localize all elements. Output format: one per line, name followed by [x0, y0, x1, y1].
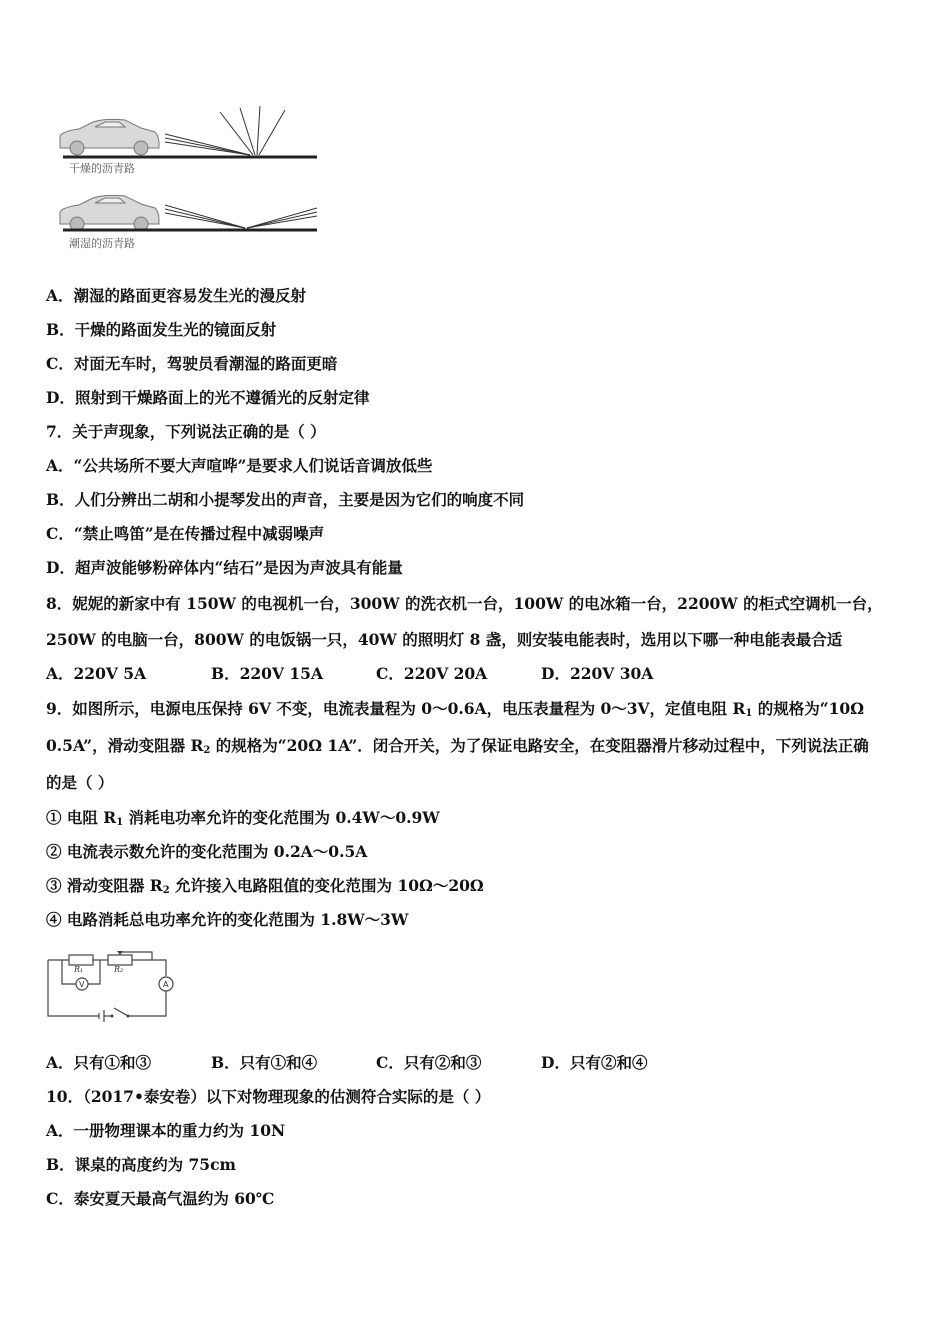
q9-option-b: B．只有①和④	[211, 1053, 318, 1072]
q10-option-a: A．一册物理课本的重力约为 10N	[46, 1121, 286, 1140]
q8-stem-line1: 8．妮妮的新家中有 150W 的电视机一台，300W 的洗衣机一台，100W 的电冰箱一台，2200W 的柜式空调机一台，	[46, 594, 883, 613]
diffuse-rays	[220, 106, 285, 155]
car-icon	[60, 119, 159, 155]
q9-statement-2: ② 电流表示数允许的变化范围为 0.2A～0.5A	[46, 842, 368, 861]
wet-road-label: 潮湿的沥青路	[69, 237, 135, 250]
q7-option-b: B．人们分辨出二胡和小提琴发出的声音，主要是因为它们的响度不同	[46, 490, 525, 509]
incident-rays	[165, 205, 245, 228]
q7-option-c: C．“禁止鸣笛”是在传播过程中减弱噪声	[46, 524, 325, 543]
svg-text:V: V	[79, 980, 85, 989]
q7-option-d: D．超声波能够粉碎体内“结石”是因为声波具有能量	[46, 558, 403, 577]
svg-text:R₁: R₁	[74, 965, 84, 974]
circuit-diagram	[44, 948, 179, 1023]
q10-stem: 10．（2017•泰安卷）以下对物理现象的估测符合实际的是（ ）	[46, 1087, 491, 1106]
wet-road-figure	[55, 180, 325, 235]
q7-stem: 7．关于声现象，下列说法正确的是（ ）	[46, 422, 326, 441]
q6-option-a: A．潮湿的路面更容易发生光的漫反射	[46, 286, 307, 305]
dry-road-label: 干燥的沥青路	[69, 162, 135, 175]
q9-option-a: A．只有①和③	[46, 1053, 152, 1072]
q9-stem-line3: 的是（ ）	[46, 773, 114, 792]
car-icon	[60, 195, 159, 231]
q8-stem-line2: 250W 的电脑一台，800W 的电饭锅一只，40W 的照明灯 8 盏，则安装电能表时，选用以下哪一种电能表最合适	[46, 630, 843, 649]
q8-option-a: A．220V 5A	[46, 664, 147, 683]
q9-option-c: C．只有②和③	[376, 1053, 482, 1072]
svg-text:A: A	[163, 980, 169, 989]
q8-option-b: B．220V 15A	[211, 664, 323, 683]
q10-option-b: B．课桌的高度约为 75cm	[46, 1155, 236, 1174]
specular-rays	[247, 208, 317, 228]
q8-option-d: D．220V 30A	[541, 664, 654, 683]
q9-stem-line2: 0.5A”，滑动变阻器 $R_2$ 的规格为“20Ω 1A”．闭合开关，为了保证电路安全，在变阻器滑片移动过程中，下列说法正确	[46, 736, 869, 756]
q7-option-a: A．“公共场所不要大声喧哗”是要求人们说话音调放低些	[46, 456, 433, 475]
q9-statement-4: ④ 电路消耗总电功率允许的变化范围为 1.8W～3W	[46, 910, 409, 929]
q9-statement-3: ③ 滑动变阻器 $R_2$ 允许接入电路阻值的变化范围为 10Ω～20Ω	[46, 876, 484, 896]
q6-option-d: D．照射到干燥路面上的光不遵循光的反射定律	[46, 388, 370, 407]
q9-stem-line1: 9．如图所示，电源电压保持 6V 不变，电流表量程为 0～0.6A，电压表量程为 0～3V，定值电阻 $R_1$ 的规格为“10Ω	[46, 699, 864, 719]
q10-option-c: C．泰安夏天最高气温约为 60℃	[46, 1189, 275, 1208]
r2-resistor	[108, 955, 132, 965]
q8-option-c: C．220V 20A	[376, 664, 488, 683]
incident-rays	[165, 134, 250, 155]
svg-text:R₂: R₂	[114, 965, 124, 974]
dry-road-figure	[55, 100, 325, 165]
q9-option-d: D．只有②和④	[541, 1053, 648, 1072]
r1-resistor	[69, 955, 93, 965]
q9-statement-1: ① 电阻 $R_1$ 消耗电功率允许的变化范围为 0.4W～0.9W	[46, 808, 440, 828]
q6-option-b: B．干燥的路面发生光的镜面反射	[46, 320, 277, 339]
q6-option-c: C．对面无车时，驾驶员看潮湿的路面更暗	[46, 354, 338, 373]
